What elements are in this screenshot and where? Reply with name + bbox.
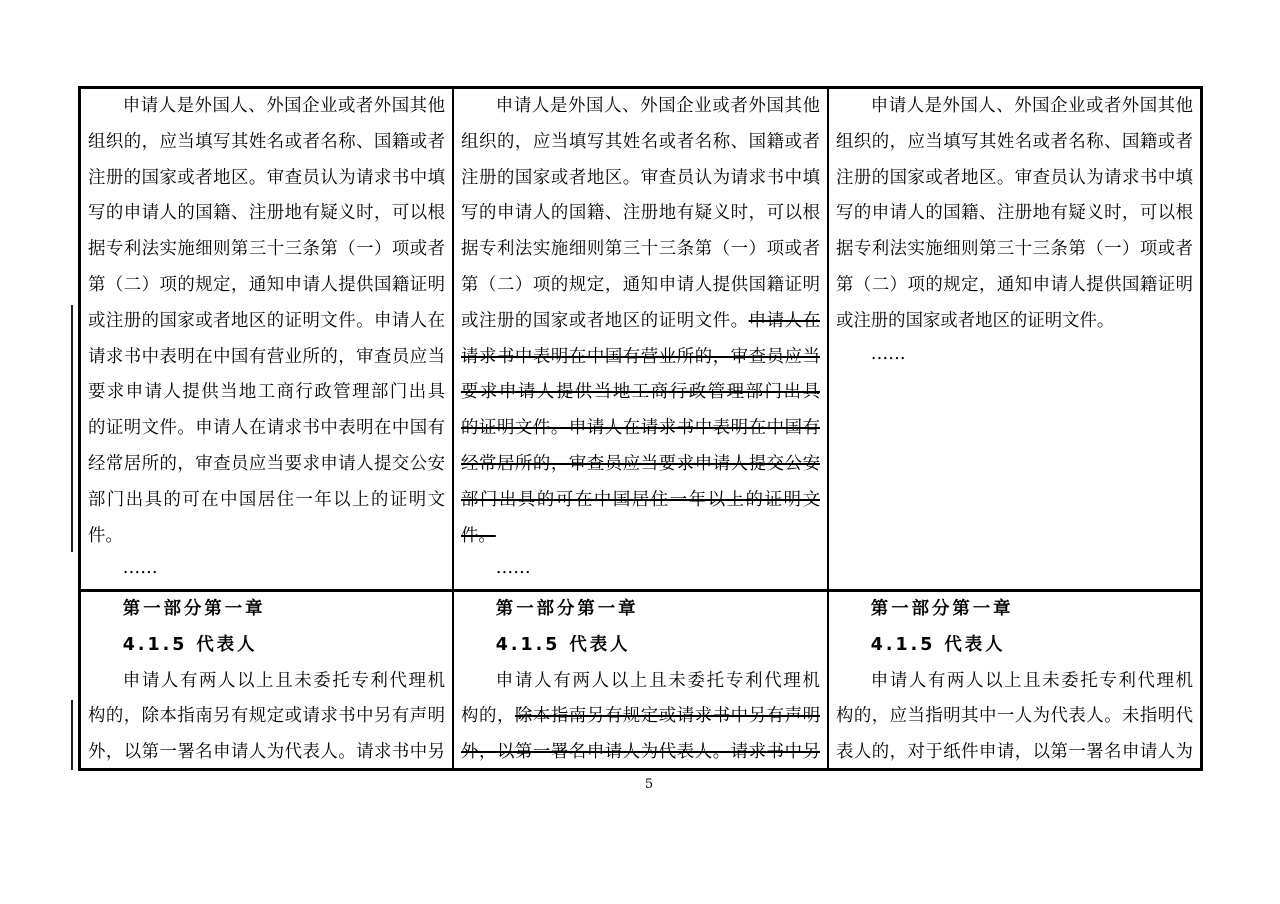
chapter-heading: 第一部分第一章	[495, 599, 639, 619]
text-line	[88, 89, 445, 125]
text-line	[88, 304, 445, 340]
text-line	[88, 268, 445, 304]
text-line	[836, 268, 1193, 304]
paragraph	[836, 89, 1193, 340]
text-line	[88, 447, 445, 483]
section-heading: 4.1.5 代表人	[870, 634, 1006, 655]
line-text: 经常居所的，审查员应当要求申请人提交公安	[88, 453, 445, 474]
line-text: 据专利法实施细则第三十三条第（一）项或者	[836, 239, 1193, 260]
line-text: 构的，	[461, 706, 515, 727]
text-line	[461, 483, 820, 519]
line-text: 构的，除本指南另有规定或请求书中另有声明	[88, 706, 445, 727]
deleted-text: 外，以第一署名申请人为代表人。请求书中另	[461, 742, 820, 763]
line-text: 申请人有两人以上且未委托专利代理机	[495, 670, 820, 691]
paragraph	[461, 89, 820, 554]
line-text: 据专利法实施细则第三十三条第（一）项或者	[461, 239, 820, 260]
line-text: 或注册的国家或者地区的证明文件。	[836, 310, 1115, 331]
line-text: 据专利法实施细则第三十三条第（一）项或者	[88, 239, 445, 260]
section-heading: 4.1.5 代表人	[122, 634, 258, 655]
line-text: 第（二）项的规定，通知申请人提供国籍证明	[836, 274, 1193, 295]
row2-col1-cell	[81, 592, 452, 768]
text-line	[88, 125, 445, 161]
text-line	[836, 699, 1193, 735]
text-line	[461, 375, 820, 411]
line-text: 第（二）项的规定，通知申请人提供国籍证明	[88, 274, 445, 295]
text-line	[88, 232, 445, 268]
deleted-text: 部门出具的可在中国居住一年以上的证明文	[461, 489, 820, 510]
paragraph	[836, 664, 1193, 768]
text-line	[88, 664, 445, 700]
text-line	[461, 699, 820, 735]
revision-bar	[71, 305, 73, 552]
paragraph	[88, 664, 445, 768]
line-text: 组织的，应当填写其姓名或者名称、国籍或者	[461, 131, 820, 152]
text-line	[461, 89, 820, 125]
deleted-text: 申请人在	[748, 310, 820, 331]
line-text: 外，以第一署名申请人为代表人。请求书中另	[88, 742, 445, 763]
ellipsis: ……	[495, 558, 531, 579]
text-line	[836, 161, 1193, 197]
line-text: 申请人是外国人、外国企业或者外国其他	[122, 96, 445, 116]
line-text: 申请人是外国人、外国企业或者外国其他	[495, 96, 820, 116]
deleted-text: 除本指南另有规定或请求书中另有声明	[514, 706, 820, 727]
deleted-text: 要求申请人提供当地工商行政管理部门出具	[461, 382, 820, 403]
text-line	[461, 268, 820, 304]
section-heading: 4.1.5 代表人	[495, 634, 631, 655]
text-line	[461, 304, 820, 340]
line-text: 或注册的国家或者地区的证明文件。申请人在	[88, 310, 445, 331]
row1-col3-cell	[829, 89, 1200, 589]
text-line	[836, 196, 1193, 232]
line-text: 注册的国家或者地区。审查员认为请求书中填	[88, 167, 445, 188]
text-line	[836, 125, 1193, 161]
text-line	[461, 519, 820, 555]
text-line	[836, 664, 1193, 700]
line-text: 的证明文件。申请人在请求书中表明在中国有	[88, 418, 445, 439]
text-line	[88, 699, 445, 735]
line-text: 申请人有两人以上且未委托专利代理机	[870, 670, 1193, 691]
deleted-text: 的证明文件。申请人在请求书中表明在中国有	[461, 418, 820, 439]
text-line	[836, 89, 1193, 125]
text-line	[461, 161, 820, 197]
revision-bar	[71, 700, 73, 770]
text-line	[461, 196, 820, 232]
line-text: 写的申请人的国籍、注册地有疑义时，可以根	[88, 203, 445, 224]
text-line	[461, 735, 820, 768]
line-text: 或注册的国家或者地区的证明文件。	[461, 310, 749, 331]
text-line	[461, 447, 820, 483]
line-text: 要求申请人提供当地工商行政管理部门出具	[88, 382, 445, 403]
text-line	[461, 411, 820, 447]
paragraph	[461, 664, 820, 768]
line-text: 请求书中表明在中国有营业所的，审查员应当	[88, 346, 445, 367]
text-line	[88, 411, 445, 447]
text-line	[836, 304, 1193, 340]
line-text: 写的申请人的国籍、注册地有疑义时，可以根	[461, 203, 820, 224]
line-text: 写的申请人的国籍、注册地有疑义时，可以根	[836, 203, 1193, 224]
text-line	[88, 735, 445, 768]
text-line	[88, 483, 445, 519]
line-text: 部门出具的可在中国居住一年以上的证明文	[88, 489, 445, 510]
text-line	[461, 340, 820, 376]
line-text: 注册的国家或者地区。审查员认为请求书中填	[461, 167, 820, 188]
line-text: 构的，应当指明其中一人为代表人。未指明代	[836, 706, 1193, 727]
text-line	[88, 196, 445, 232]
text-line	[88, 375, 445, 411]
deleted-text: 经常居所的，审查员应当要求申请人提交公安	[461, 453, 820, 474]
text-line	[836, 735, 1193, 768]
chapter-heading: 第一部分第一章	[870, 599, 1014, 619]
text-line	[461, 664, 820, 700]
row1-col1-cell	[81, 89, 452, 589]
ellipsis: ……	[122, 558, 158, 579]
text-line	[836, 232, 1193, 268]
line-text: 组织的，应当填写其姓名或者名称、国籍或者	[88, 131, 445, 152]
line-text: 件。	[88, 525, 123, 546]
text-line	[88, 340, 445, 376]
line-text: 申请人是外国人、外国企业或者外国其他	[870, 96, 1193, 116]
line-text: 表人的，对于纸件申请，以第一署名申请人为	[836, 742, 1193, 763]
text-line	[88, 161, 445, 197]
ellipsis: ……	[870, 343, 906, 364]
text-line	[461, 125, 820, 161]
text-line	[88, 519, 445, 555]
line-text: 组织的，应当填写其姓名或者名称、国籍或者	[836, 131, 1193, 152]
chapter-heading: 第一部分第一章	[122, 599, 266, 619]
deleted-text: 件。	[461, 525, 496, 546]
row1-col2-cell	[454, 89, 827, 589]
line-text: 第（二）项的规定，通知申请人提供国籍证明	[461, 274, 820, 295]
deleted-text: 请求书中表明在中国有营业所的，审查员应当	[461, 346, 820, 367]
paragraph	[88, 89, 445, 554]
line-text: 申请人有两人以上且未委托专利代理机	[122, 670, 445, 691]
text-line	[461, 232, 820, 268]
row2-col3-cell	[829, 592, 1200, 768]
row2-col2-cell	[454, 592, 827, 768]
line-text: 注册的国家或者地区。审查员认为请求书中填	[836, 167, 1193, 188]
comparison-table	[78, 86, 1203, 771]
page-number: 5	[644, 777, 654, 792]
